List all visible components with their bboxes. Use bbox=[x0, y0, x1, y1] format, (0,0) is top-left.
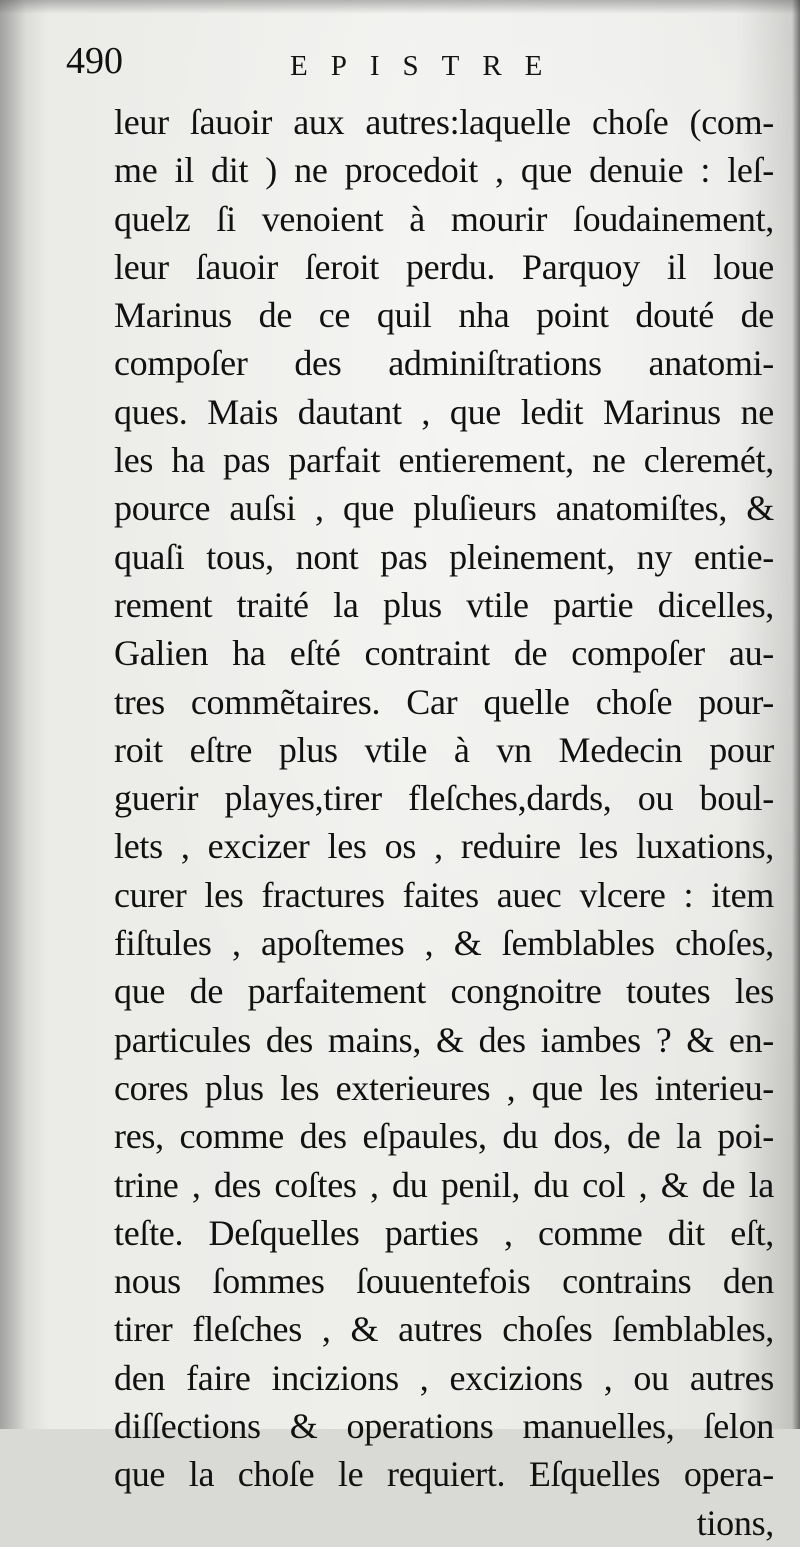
text-line: leur ſauoir ſeroit perdu. Parquoy il loue bbox=[114, 246, 774, 287]
text-line: trine , des coſtes , du penil, du col , & de la bbox=[114, 1164, 774, 1205]
text-line: guerir playes,tirer fleſches,dards, ou boul- bbox=[114, 778, 774, 819]
text-line: tres commẽtaires. Car quelle choſe pour- bbox=[114, 681, 774, 722]
text-line: les ha pas parfait entierement, ne cleremét, bbox=[114, 440, 774, 481]
text-line: diſſections & operations manuelles, ſelon bbox=[114, 1406, 774, 1447]
text-line: roit eſtre plus vtile à vn Medecin pour bbox=[114, 729, 774, 770]
right-edge-shadow bbox=[792, 0, 800, 1429]
text-line: nous ſommes ſouuentefois contrains den bbox=[114, 1261, 774, 1302]
text-line: res, comme des eſpaules, du dos, de la poi- bbox=[114, 1116, 774, 1157]
page-number: 490 bbox=[66, 40, 123, 82]
text-line: quaſi tous, nont pas pleinement, ny entie- bbox=[114, 536, 774, 577]
text-line: den faire incizions , excizions , ou autres bbox=[114, 1357, 774, 1398]
text-line: rement traité la plus vtile partie dicelles, bbox=[114, 584, 774, 625]
text-line: compoſer des adminiſtrations anatomi- bbox=[114, 343, 774, 384]
body-text bbox=[114, 98, 774, 1547]
text-line: cores plus les exterieures , que les interieu- bbox=[114, 1067, 774, 1108]
top-edge-shadow bbox=[0, 0, 800, 14]
text-line: teſte. Deſquelles parties , comme dit eſt, bbox=[114, 1212, 774, 1253]
text-line: pource auſsi , que pluſieurs anatomiſtes, & bbox=[114, 488, 774, 529]
running-title: EPISTRE bbox=[290, 50, 566, 82]
text-line: lets , excizer les os , reduire les luxations, bbox=[114, 826, 774, 867]
text-line: que la choſe le requiert. Eſquelles opera- bbox=[114, 1454, 774, 1495]
text-line: me il dit ) ne procedoit , que denuie : leſ- bbox=[114, 150, 774, 191]
binding-shadow bbox=[0, 0, 26, 1429]
text-line: curer les fractures faites auec vlcere : item bbox=[114, 874, 774, 915]
text-line: quelz ſi venoient à mourir ſoudainement, bbox=[114, 198, 774, 239]
text-line: leur ſauoir aux autres:laquelle choſe (com- bbox=[114, 102, 774, 142]
catchword: tions, bbox=[696, 1502, 774, 1543]
text-line: Marinus de ce quil nha point douté de bbox=[114, 295, 774, 336]
text-line: ques. Mais dautant , que ledit Marinus ne bbox=[114, 391, 774, 432]
text-line: que de parfaitement congnoitre toutes les bbox=[114, 971, 774, 1012]
text-line: particules des mains, & des iambes ? & en- bbox=[114, 1019, 774, 1060]
text-line: tirer fleſches , & autres choſes ſemblables, bbox=[114, 1309, 774, 1350]
text-line: fiſtules , apoſtemes , & ſemblables choſes, bbox=[114, 923, 774, 964]
text-line: Galien ha eſté contraint de compoſer au- bbox=[114, 633, 774, 674]
